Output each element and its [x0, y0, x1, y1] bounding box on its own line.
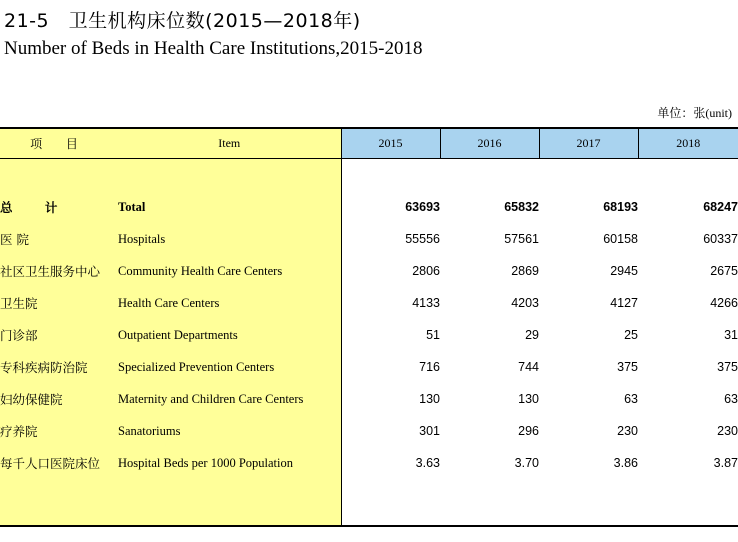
- table-row: [0, 447, 738, 479]
- table-row: [0, 351, 738, 383]
- cell-2015: 51: [341, 319, 440, 351]
- header-year-2015: 2015: [341, 128, 440, 159]
- row-label-chinese: 卫生院: [0, 287, 118, 319]
- cell-2017: 230: [617, 424, 638, 438]
- header-year-2016: 2016: [440, 128, 539, 159]
- cell-2015: 4133: [341, 287, 440, 319]
- cell-2015: 63693: [341, 191, 440, 223]
- cell-2016: 3.70: [514, 456, 539, 470]
- table-title-english: Number of Beds in Health Care Institutions,2015-2018: [4, 38, 423, 59]
- cell-2015: 2806: [341, 255, 440, 287]
- cell-2016: 4203: [511, 296, 539, 310]
- spacer-row: [0, 159, 738, 192]
- cell-2018: 3.87: [713, 456, 738, 470]
- header-year-2018: 2018: [638, 128, 738, 159]
- row-label-english: Specialized Prevention Centers: [118, 351, 341, 383]
- table-bottom-rule: [0, 511, 738, 526]
- row-label-chinese: 每千人口医院床位: [0, 447, 118, 479]
- row-label-chinese: 专科疾病防治院: [0, 351, 118, 383]
- row-label-chinese: 门诊部: [0, 319, 118, 351]
- table-row: [0, 383, 738, 415]
- cell-2016: 57561: [504, 232, 539, 246]
- row-label-chinese: 医 院: [0, 223, 118, 255]
- table-row: [0, 223, 738, 255]
- table-row: [0, 255, 738, 287]
- header-year-2017: 2017: [539, 128, 638, 159]
- row-label-english: Hospitals: [118, 223, 341, 255]
- unit-label-chinese: 单位：张: [657, 106, 706, 120]
- cell-2018: 375: [717, 360, 738, 374]
- row-label-english: Outpatient Departments: [118, 319, 341, 351]
- table-title-chinese: 21-5 卫生机构床位数(2015—2018年): [4, 10, 361, 32]
- cell-2015: 130: [341, 383, 440, 415]
- row-label-chinese: 疗养院: [0, 415, 118, 447]
- row-label-english: Sanatoriums: [118, 415, 341, 447]
- cell-2016: 296: [518, 424, 539, 438]
- cell-2015: 301: [341, 415, 440, 447]
- cell-2018: 68247: [703, 200, 738, 214]
- cell-2017: 4127: [610, 296, 638, 310]
- cell-2017: 375: [617, 360, 638, 374]
- cell-2018: 60337: [703, 232, 738, 246]
- cell-2017: 3.86: [613, 456, 638, 470]
- cell-2018: 230: [717, 424, 738, 438]
- beds-table: [0, 127, 738, 527]
- row-label-english: Total: [118, 191, 341, 223]
- row-label-english: Hospital Beds per 1000 Population: [118, 447, 341, 479]
- cell-2016: 29: [525, 328, 539, 342]
- table-row: [0, 319, 738, 351]
- cell-2018: 2675: [710, 264, 738, 278]
- cell-2015: 716: [341, 351, 440, 383]
- header-item-english: Item: [118, 128, 341, 159]
- row-label-chinese: 社区卫生服务中心: [0, 255, 118, 287]
- table-header-row: [0, 128, 738, 159]
- row-label-english: Health Care Centers: [118, 287, 341, 319]
- cell-2017: 68193: [603, 200, 638, 214]
- header-item-chinese: 项 目: [0, 128, 118, 159]
- table-row: [0, 287, 738, 319]
- cell-2017: 2945: [610, 264, 638, 278]
- cell-2016: 130: [518, 392, 539, 406]
- cell-2018: 31: [724, 328, 738, 342]
- table-row: [0, 191, 738, 223]
- cell-2017: 63: [624, 392, 638, 406]
- cell-2016: 65832: [504, 200, 539, 214]
- row-label-english: Community Health Care Centers: [118, 255, 341, 287]
- cell-2017: 25: [624, 328, 638, 342]
- cell-2016: 2869: [511, 264, 539, 278]
- spacer-row: [0, 479, 738, 511]
- cell-2017: 60158: [603, 232, 638, 246]
- cell-2015: 3.63: [341, 447, 440, 479]
- table-row: [0, 415, 738, 447]
- cell-2016: 744: [518, 360, 539, 374]
- cell-2018: 63: [724, 392, 738, 406]
- row-label-chinese: 总 计: [0, 191, 118, 223]
- row-label-english: Maternity and Children Care Centers: [118, 383, 341, 415]
- unit-label: [657, 104, 732, 121]
- cell-2018: 4266: [710, 296, 738, 310]
- cell-2015: 55556: [341, 223, 440, 255]
- row-label-chinese: 妇幼保健院: [0, 383, 118, 415]
- unit-label-english: (unit): [705, 106, 732, 120]
